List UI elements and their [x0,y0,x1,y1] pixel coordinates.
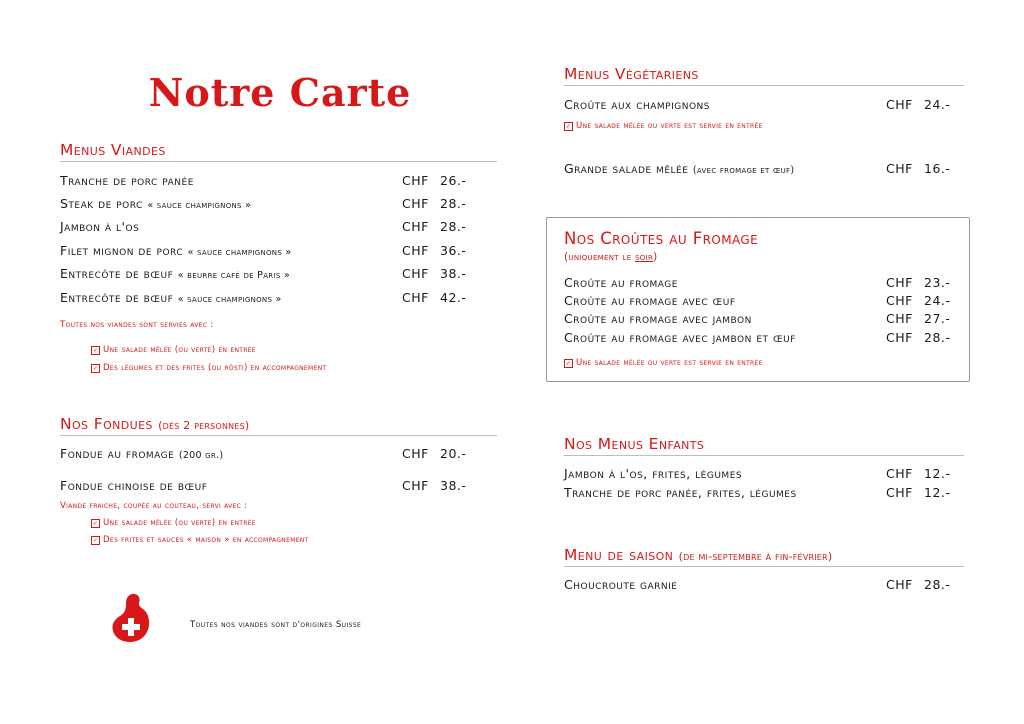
menu-item-name: Steak de porc « sauce champignons » [60,196,252,211]
croutes-subtitle: (uniquement le soir) [564,251,658,263]
menu-item-name: Filet mignon de porc « sauce champignons » [60,243,292,258]
viandes-note: ✓ Une salade mêlée (ou verte) en entrée [92,345,256,355]
fondues-note: ✓ Une salade mêlée (ou verte) en entrée [92,518,256,528]
menu-item-price: CHF 36.- [402,243,467,258]
viandes-note: ✓ Des légumes et des frites (ou rösti) en accompagnement [92,363,327,373]
menu-item-price: CHF 28.- [402,219,467,234]
swiss-map-logo-icon [110,592,152,644]
section-heading-vegetariens: Menus Végétariens [564,65,964,86]
menu-item-price: CHF 28.- [402,196,467,211]
fondues-note-intro: Viande fraiche, coupée au couteau, servi avec : [60,501,248,511]
croutes-note: ✓ Une salade mêlée ou verte est servie en entrée [565,358,763,368]
menu-item-name: Jambon à l'os [60,219,140,234]
checkbox-icon: ✓ [92,520,99,527]
section-heading-enfants: Nos Menus Enfants [564,435,964,456]
menu-item-name: Croûte au fromage avec œuf [564,293,736,308]
menu-item-price: CHF 12.- [886,466,951,481]
menu-item-price: CHF 38.- [402,266,467,281]
menu-item-price: CHF 28.- [886,577,951,592]
menu-item-price: CHF 16.- [886,161,951,176]
menu-item-name: Grande salade mêlée (avec fromage et œuf) [564,161,795,176]
menu-item-price: CHF 24.- [886,97,951,112]
vegetariens-note: ✓ Une salade mêlée ou verte est servie en entrée [565,121,763,131]
menu-item-name: Tranche de porc panée, frites, légumes [564,485,797,500]
menu-item-name: Jambon à l'os, frites, légumes [564,466,743,481]
origin-note: Toutes nos viandes sont d'origines Suisse [190,620,362,630]
section-heading-croutes: Nos Croûtes au Fromage [564,229,759,248]
menu-item-price: CHF 28.- [886,330,951,345]
menu-item-price: CHF 26.- [402,173,467,188]
menu-item-name: Tranche de porc panée [60,173,194,188]
page-title: Notre Carte [148,70,412,115]
checkbox-icon: ✓ [565,360,572,367]
checkbox-icon: ✓ [92,537,99,544]
menu-item-name: Fondue au fromage (200 gr.) [60,446,224,461]
menu-item-name: Fondue chinoise de bœuf [60,478,208,493]
section-heading-saison: Menu de saison (de mi-septembre à fin-février) [564,546,964,567]
checkbox-icon: ✓ [565,123,572,130]
menu-item-price: CHF 42.- [402,290,467,305]
menu-item-name: Choucroute garnie [564,577,678,592]
menu-item-price: CHF 23.- [886,275,951,290]
menu-item-price: CHF 12.- [886,485,951,500]
menu-item-name: Croûte au fromage avec jambon et œuf [564,330,796,345]
checkbox-icon: ✓ [92,365,99,372]
menu-item-price: CHF 27.- [886,311,951,326]
menu-item-name: Croûte au fromage avec jambon [564,311,752,326]
section-heading-viandes: Menus Viandes [60,141,497,162]
fondues-note: ✓ Des frites et sauces « maison » en accompagnement [92,535,309,545]
menu-item-price: CHF 38.- [402,478,467,493]
checkbox-icon: ✓ [92,347,99,354]
menu-item-name: Entrecôte de bœuf « sauce champignons » [60,290,282,305]
menu-item-name: Entrecôte de bœuf « beurre café de Paris » [60,266,290,281]
viandes-note-intro: Toutes nos viandes sont servies avec : [60,320,214,330]
menu-item-name: Croûte aux champignons [564,97,710,112]
menu-item-price: CHF 20.- [402,446,467,461]
menu-item-name: Croûte au fromage [564,275,678,290]
section-heading-fondues: Nos Fondues (dès 2 personnes) [60,415,497,436]
menu-item-price: CHF 24.- [886,293,951,308]
